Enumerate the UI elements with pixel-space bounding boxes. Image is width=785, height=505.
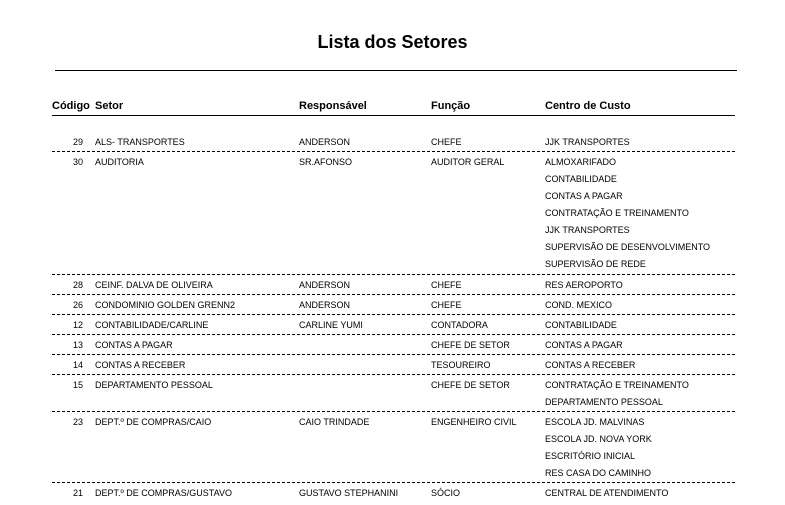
row-separator: [52, 314, 735, 315]
row-codigo: 30: [72, 157, 83, 167]
row-centro-de-custo: CONTRATAÇÃO E TREINAMENTO: [545, 208, 689, 218]
row-centro-de-custo: RES AEROPORTO: [545, 280, 623, 290]
row-centro-de-custo: CONTABILIDADE: [545, 320, 617, 330]
row-funcao: AUDITOR GERAL: [431, 157, 505, 167]
row-setor: AUDITORIA: [95, 157, 144, 167]
row-separator: [52, 354, 735, 355]
row-centro-de-custo: SUPERVISÃO DE REDE: [545, 259, 646, 269]
row-funcao: CHEFE: [431, 300, 462, 310]
row-codigo: 15: [72, 380, 83, 390]
row-responsavel: SR.AFONSO: [299, 157, 353, 167]
row-centro-de-custo: RES CASA DO CAMINHO: [545, 468, 652, 478]
row-centro-de-custo: ALMOXARIFADO: [545, 157, 617, 167]
row-separator: [52, 274, 735, 275]
row-separator: [52, 334, 735, 335]
row-centro-de-custo: ESCOLA JD. NOVA YORK: [545, 434, 652, 444]
row-responsavel: CAIO TRINDADE: [299, 417, 370, 427]
row-funcao: CHEFE: [431, 137, 462, 147]
row-centro-de-custo: CONTAS A RECEBER: [545, 360, 636, 370]
row-centro-de-custo: DEPARTAMENTO PESSOAL: [545, 397, 663, 407]
row-centro-de-custo: CONTRATAÇÃO E TREINAMENTO: [545, 380, 689, 390]
row-centro-de-custo: ESCRITÓRIO INICIAL: [545, 451, 636, 461]
row-separator: [52, 411, 735, 412]
row-separator: [52, 482, 735, 483]
row-setor: CONTAS A RECEBER: [95, 360, 186, 370]
row-funcao: CHEFE: [431, 280, 462, 290]
row-codigo: 26: [72, 300, 83, 310]
header-setor: Setor: [95, 100, 124, 112]
row-separator: [52, 151, 735, 152]
row-centro-de-custo: JJK TRANSPORTES: [545, 137, 630, 147]
header-funcao: Função: [431, 100, 471, 112]
row-centro-de-custo: CENTRAL DE ATENDIMENTO: [545, 488, 669, 498]
row-separator: [52, 294, 735, 295]
row-codigo: 21: [72, 488, 83, 498]
row-codigo: 28: [72, 280, 83, 290]
row-setor: CONTAS A PAGAR: [95, 340, 173, 350]
row-setor: CONTABILIDADE/CARLINE: [95, 320, 209, 330]
row-funcao: SÓCIO: [431, 488, 461, 498]
row-codigo: 14: [72, 360, 83, 370]
report-title: Lista dos Setores: [317, 32, 468, 52]
row-responsavel: ANDERSON: [299, 137, 351, 147]
row-responsavel: GUSTAVO STEPHANINI: [299, 488, 399, 498]
row-centro-de-custo: COND. MEXICO: [545, 300, 613, 310]
header-codigo: Código: [52, 100, 90, 112]
row-codigo: 29: [72, 137, 83, 147]
row-responsavel: ANDERSON: [299, 300, 351, 310]
row-centro-de-custo: CONTAS A PAGAR: [545, 340, 623, 350]
row-setor: CONDOMINIO GOLDEN GRENN2: [95, 300, 236, 310]
row-codigo: 23: [72, 417, 83, 427]
row-setor: CEINF. DALVA DE OLIVEIRA: [95, 280, 213, 290]
row-centro-de-custo: ESCOLA JD. MALVINAS: [545, 417, 645, 427]
header-centro-de-custo: Centro de Custo: [545, 100, 631, 112]
row-separator: [52, 374, 735, 375]
row-funcao: ENGENHEIRO CIVIL: [431, 417, 517, 427]
row-codigo: 13: [72, 340, 83, 350]
row-centro-de-custo: JJK TRANSPORTES: [545, 225, 630, 235]
row-responsavel: CARLINE YUMI: [299, 320, 363, 330]
row-centro-de-custo: CONTABILIDADE: [545, 174, 617, 184]
row-funcao: TESOUREIRO: [431, 360, 491, 370]
row-funcao: CHEFE DE SETOR: [431, 380, 510, 390]
row-setor: DEPT.º DE COMPRAS/GUSTAVO: [95, 488, 232, 498]
row-setor: ALS- TRANSPORTES: [95, 137, 185, 147]
row-responsavel: ANDERSON: [299, 280, 351, 290]
row-centro-de-custo: SUPERVISÃO DE DESENVOLVIMENTO: [545, 242, 711, 252]
header-responsavel: Responsável: [299, 100, 367, 112]
row-centro-de-custo: CONTAS A PAGAR: [545, 191, 623, 201]
row-codigo: 12: [72, 320, 83, 330]
row-setor: DEPARTAMENTO PESSOAL: [95, 380, 213, 390]
row-funcao: CONTADORA: [431, 320, 488, 330]
row-funcao: CHEFE DE SETOR: [431, 340, 510, 350]
row-setor: DEPT.º DE COMPRAS/CAIO: [95, 417, 212, 427]
